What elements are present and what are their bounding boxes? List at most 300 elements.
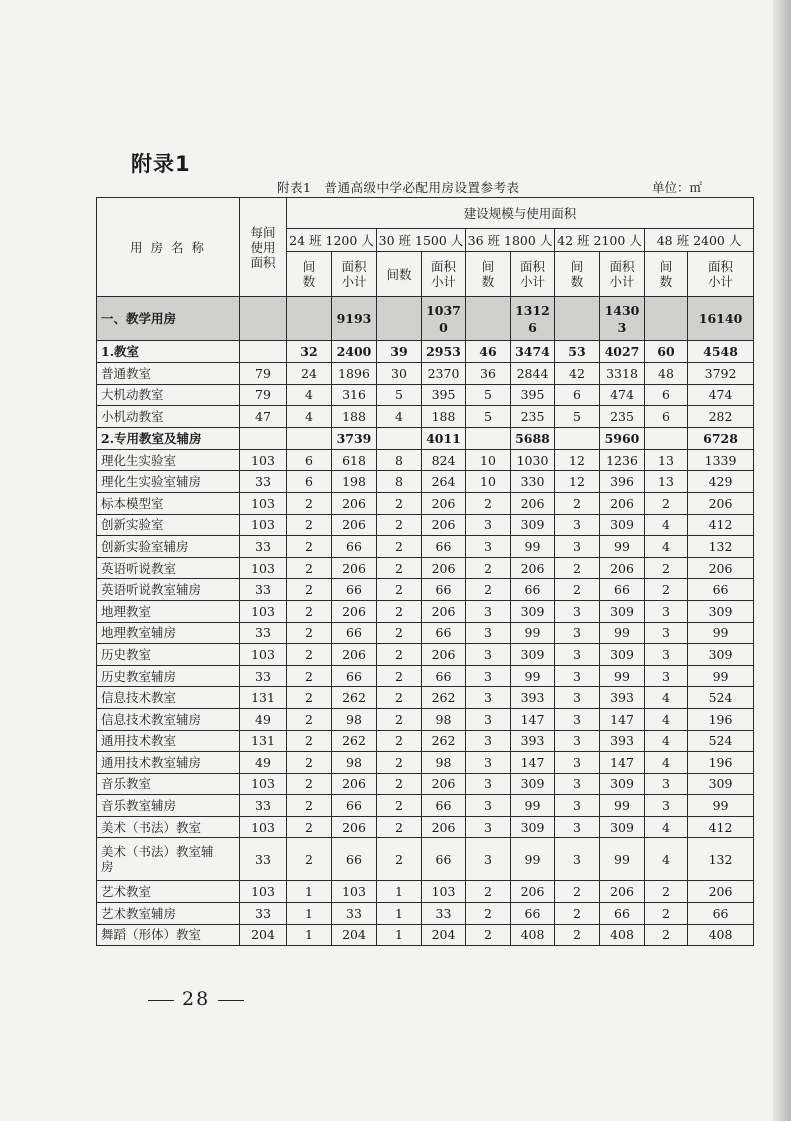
room-count-cell: 3 (555, 514, 600, 536)
room-name-cell: 舞蹈（形体）教室 (97, 924, 240, 946)
area-subtotal-cell: 262 (422, 687, 466, 709)
area-subtotal-cell: 395 (511, 384, 555, 406)
room-count-cell: 3 (645, 600, 688, 622)
header-group-1: 24 班 1200 人 (287, 229, 377, 252)
room-count-cell: 3 (555, 708, 600, 730)
room-count-cell: 3 (555, 730, 600, 752)
room-count-cell: 3 (555, 665, 600, 687)
room-count-cell (377, 427, 422, 449)
area-subtotal-cell: 147 (600, 752, 645, 774)
header-room-count: 间 数 (555, 252, 600, 297)
area-subtotal-cell: 147 (511, 752, 555, 774)
area-subtotal-cell: 99 (511, 536, 555, 558)
room-count-cell: 4 (645, 708, 688, 730)
area-subtotal-cell: 309 (600, 644, 645, 666)
area-subtotal-cell: 206 (688, 492, 754, 514)
room-name-cell: 1.教室 (97, 341, 240, 363)
room-count-cell: 3 (466, 838, 511, 881)
area-subtotal-cell: 5960 (600, 427, 645, 449)
area-subtotal-cell: 1236 (600, 449, 645, 471)
room-count-cell: 2 (377, 579, 422, 601)
header-room-name: 用 房 名 称 (97, 198, 240, 297)
room-count-cell: 24 (287, 363, 332, 385)
area-subtotal-cell: 206 (511, 557, 555, 579)
room-count-cell: 6 (555, 384, 600, 406)
area-subtotal-cell: 309 (511, 773, 555, 795)
room-count-cell: 2 (645, 492, 688, 514)
room-count-cell: 2 (377, 708, 422, 730)
room-count-cell: 2 (287, 536, 332, 558)
room-count-cell: 3 (466, 816, 511, 838)
header-group-5: 48 班 2400 人 (645, 229, 754, 252)
room-count-cell (645, 427, 688, 449)
room-count-cell: 2 (377, 600, 422, 622)
room-name-cell: 一、教学用房 (97, 297, 240, 341)
area-subtotal-cell: 412 (688, 514, 754, 536)
area-per-room-cell: 33 (240, 536, 287, 558)
table-row (97, 600, 754, 622)
area-subtotal-cell: 206 (511, 492, 555, 514)
area-subtotal-cell: 474 (600, 384, 645, 406)
room-count-cell: 10 (466, 449, 511, 471)
area-subtotal-cell: 206 (688, 557, 754, 579)
area-subtotal-cell: 99 (600, 838, 645, 881)
room-name-cell: 通用技术教室 (97, 730, 240, 752)
area-subtotal-cell: 99 (511, 795, 555, 817)
room-count-cell: 3 (645, 773, 688, 795)
area-subtotal-cell: 66 (332, 665, 377, 687)
room-count-cell: 2 (466, 492, 511, 514)
room-count-cell: 53 (555, 341, 600, 363)
area-per-room-cell: 33 (240, 903, 287, 925)
area-per-room-cell: 103 (240, 449, 287, 471)
room-count-cell (645, 297, 688, 341)
room-count-cell: 32 (287, 341, 332, 363)
area-subtotal-cell: 66 (422, 665, 466, 687)
room-count-cell: 10 (466, 471, 511, 493)
area-subtotal-cell: 196 (688, 708, 754, 730)
room-count-cell: 1 (287, 881, 332, 903)
area-per-room-cell: 131 (240, 730, 287, 752)
header-room-count: 间数 (377, 252, 422, 297)
area-subtotal-cell: 66 (688, 903, 754, 925)
area-subtotal-cell: 309 (688, 600, 754, 622)
area-subtotal-cell: 99 (688, 795, 754, 817)
room-count-cell: 36 (466, 363, 511, 385)
room-name-cell: 英语听说教室 (97, 557, 240, 579)
area-per-room-cell: 49 (240, 708, 287, 730)
area-subtotal-cell: 262 (332, 730, 377, 752)
area-per-room-cell: 131 (240, 687, 287, 709)
area-per-room-cell: 103 (240, 816, 287, 838)
area-per-room-cell (240, 341, 287, 363)
room-count-cell: 2 (287, 600, 332, 622)
area-per-room-cell: 103 (240, 644, 287, 666)
room-count-cell: 2 (645, 881, 688, 903)
area-per-room-cell: 33 (240, 579, 287, 601)
area-subtotal-cell: 33 (332, 903, 377, 925)
room-count-cell: 2 (287, 838, 332, 881)
room-count-cell: 3 (555, 644, 600, 666)
area-subtotal-cell: 16140 (688, 297, 754, 341)
area-subtotal-cell: 66 (688, 579, 754, 601)
room-name-cell: 美术（书法）教室 (97, 816, 240, 838)
room-count-cell: 4 (645, 536, 688, 558)
area-subtotal-cell: 99 (600, 665, 645, 687)
area-subtotal-cell: 309 (511, 816, 555, 838)
room-count-cell: 2 (287, 557, 332, 579)
room-name-cell: 历史教室辅房 (97, 665, 240, 687)
room-count-cell: 3 (466, 752, 511, 774)
area-subtotal-cell: 396 (600, 471, 645, 493)
area-subtotal-cell: 66 (600, 579, 645, 601)
area-subtotal-cell: 5688 (511, 427, 555, 449)
room-name-cell: 英语听说教室辅房 (97, 579, 240, 601)
area-subtotal-cell: 206 (422, 514, 466, 536)
room-count-cell: 2 (466, 924, 511, 946)
room-count-cell: 3 (555, 795, 600, 817)
room-count-cell: 39 (377, 341, 422, 363)
area-subtotal-cell: 393 (600, 687, 645, 709)
area-subtotal-cell: 1037 0 (422, 297, 466, 341)
area-per-room-cell: 103 (240, 881, 287, 903)
room-name-cell: 创新实验室 (97, 514, 240, 536)
room-name-cell: 2.专用教室及辅房 (97, 427, 240, 449)
area-subtotal-cell: 395 (422, 384, 466, 406)
table-row (97, 297, 754, 341)
room-name-cell: 普通教室 (97, 363, 240, 385)
area-subtotal-cell: 132 (688, 536, 754, 558)
area-per-room-cell: 49 (240, 752, 287, 774)
table-row (97, 536, 754, 558)
room-count-cell: 3 (466, 644, 511, 666)
header-room-count: 间 数 (645, 252, 688, 297)
area-subtotal-cell: 204 (332, 924, 377, 946)
table-row (97, 427, 754, 449)
room-count-cell: 8 (377, 471, 422, 493)
area-subtotal-cell: 309 (600, 816, 645, 838)
room-name-cell: 标本模型室 (97, 492, 240, 514)
room-count-cell: 2 (287, 816, 332, 838)
area-subtotal-cell: 206 (332, 557, 377, 579)
room-count-cell: 2 (287, 708, 332, 730)
room-count-cell (287, 427, 332, 449)
area-subtotal-cell: 393 (511, 687, 555, 709)
room-count-cell: 2 (287, 644, 332, 666)
area-subtotal-cell: 66 (422, 579, 466, 601)
area-subtotal-cell: 66 (511, 903, 555, 925)
room-count-cell: 3 (555, 816, 600, 838)
area-subtotal-cell: 4027 (600, 341, 645, 363)
area-subtotal-cell: 282 (688, 406, 754, 428)
room-name-cell: 地理教室 (97, 600, 240, 622)
table-row (97, 384, 754, 406)
table-row (97, 730, 754, 752)
area-subtotal-cell: 206 (332, 492, 377, 514)
area-subtotal-cell: 309 (511, 514, 555, 536)
room-count-cell: 2 (287, 492, 332, 514)
area-subtotal-cell: 824 (422, 449, 466, 471)
room-count-cell: 1 (287, 924, 332, 946)
room-name-cell: 理化生实验室辅房 (97, 471, 240, 493)
room-count-cell: 3 (555, 773, 600, 795)
room-count-cell: 2 (287, 514, 332, 536)
appendix-title: 附录1 (131, 152, 191, 176)
dash-right (218, 1000, 244, 1001)
room-name-cell: 艺术教室辅房 (97, 903, 240, 925)
room-count-cell: 2 (377, 752, 422, 774)
room-count-cell (466, 297, 511, 341)
room-count-cell: 3 (466, 773, 511, 795)
area-subtotal-cell: 98 (422, 752, 466, 774)
room-count-cell: 1 (377, 924, 422, 946)
area-subtotal-cell: 66 (332, 622, 377, 644)
room-count-cell: 3 (555, 622, 600, 644)
room-count-cell: 6 (287, 471, 332, 493)
room-name-cell: 美术（书法）教室辅 房 (97, 838, 240, 881)
header-group-2: 30 班 1500 人 (377, 229, 466, 252)
room-count-cell: 3 (466, 795, 511, 817)
area-subtotal-cell: 309 (600, 773, 645, 795)
table-row (97, 644, 754, 666)
area-subtotal-cell: 262 (332, 687, 377, 709)
header-group-3: 36 班 1800 人 (466, 229, 555, 252)
area-subtotal-cell: 132 (688, 838, 754, 881)
room-count-cell: 4 (287, 406, 332, 428)
page-edge-shadow (773, 0, 791, 1121)
area-subtotal-cell: 2400 (332, 341, 377, 363)
area-subtotal-cell: 206 (422, 773, 466, 795)
room-count-cell: 2 (555, 557, 600, 579)
room-count-cell: 3 (466, 622, 511, 644)
unit-label: 单位：㎡ (652, 180, 703, 195)
room-count-cell: 46 (466, 341, 511, 363)
room-count-cell: 3 (466, 536, 511, 558)
room-count-cell: 2 (377, 622, 422, 644)
area-subtotal-cell: 262 (422, 730, 466, 752)
area-subtotal-cell: 524 (688, 687, 754, 709)
room-count-cell: 2 (287, 687, 332, 709)
area-subtotal-cell: 66 (332, 838, 377, 881)
area-subtotal-cell: 1312 6 (511, 297, 555, 341)
room-count-cell: 2 (377, 557, 422, 579)
area-subtotal-cell: 6728 (688, 427, 754, 449)
room-count-cell: 1 (377, 903, 422, 925)
table-row (97, 449, 754, 471)
area-subtotal-cell: 204 (422, 924, 466, 946)
room-count-cell: 5 (466, 384, 511, 406)
room-count-cell: 2 (377, 773, 422, 795)
area-subtotal-cell: 198 (332, 471, 377, 493)
room-name-cell: 小机动教室 (97, 406, 240, 428)
room-count-cell: 5 (377, 384, 422, 406)
area-subtotal-cell: 99 (600, 622, 645, 644)
room-count-cell: 30 (377, 363, 422, 385)
area-subtotal-cell: 66 (422, 795, 466, 817)
room-count-cell: 1 (377, 881, 422, 903)
area-subtotal-cell: 330 (511, 471, 555, 493)
room-count-cell: 2 (466, 579, 511, 601)
area-per-room-cell: 33 (240, 795, 287, 817)
header-area-subtotal: 面积 小计 (600, 252, 645, 297)
area-subtotal-cell: 99 (688, 665, 754, 687)
area-subtotal-cell: 98 (332, 708, 377, 730)
area-subtotal-cell: 206 (332, 600, 377, 622)
area-subtotal-cell: 33 (422, 903, 466, 925)
room-count-cell: 6 (645, 406, 688, 428)
area-subtotal-cell: 103 (332, 881, 377, 903)
room-count-cell: 2 (466, 557, 511, 579)
area-per-room-cell: 79 (240, 384, 287, 406)
room-count-cell: 2 (287, 773, 332, 795)
area-per-room-cell: 79 (240, 363, 287, 385)
room-count-cell: 4 (377, 406, 422, 428)
room-count-cell: 2 (466, 903, 511, 925)
area-subtotal-cell: 66 (422, 536, 466, 558)
room-reference-table (96, 197, 754, 946)
area-subtotal-cell: 188 (422, 406, 466, 428)
area-subtotal-cell: 3318 (600, 363, 645, 385)
room-name-cell: 艺术教室 (97, 881, 240, 903)
area-subtotal-cell: 4548 (688, 341, 754, 363)
area-subtotal-cell: 99 (600, 536, 645, 558)
table-row (97, 557, 754, 579)
room-count-cell: 60 (645, 341, 688, 363)
room-count-cell: 2 (555, 924, 600, 946)
room-count-cell: 2 (377, 730, 422, 752)
area-subtotal-cell: 235 (511, 406, 555, 428)
room-count-cell: 2 (377, 687, 422, 709)
table-row (97, 795, 754, 817)
room-count-cell: 48 (645, 363, 688, 385)
room-count-cell: 13 (645, 449, 688, 471)
room-count-cell: 4 (645, 752, 688, 774)
area-subtotal-cell: 147 (511, 708, 555, 730)
area-per-room-cell: 204 (240, 924, 287, 946)
table-row (97, 341, 754, 363)
header-room-count: 间 数 (466, 252, 511, 297)
area-subtotal-cell: 408 (688, 924, 754, 946)
room-count-cell: 1 (287, 903, 332, 925)
room-count-cell: 2 (645, 924, 688, 946)
room-count-cell: 2 (377, 644, 422, 666)
room-count-cell: 42 (555, 363, 600, 385)
header-group-4: 42 班 2100 人 (555, 229, 645, 252)
table-row (97, 363, 754, 385)
area-subtotal-cell: 393 (511, 730, 555, 752)
header-area-subtotal: 面积 小计 (422, 252, 466, 297)
area-subtotal-cell: 1339 (688, 449, 754, 471)
area-subtotal-cell: 1430 3 (600, 297, 645, 341)
room-count-cell: 5 (466, 406, 511, 428)
area-per-room-cell: 47 (240, 406, 287, 428)
room-count-cell: 2 (645, 903, 688, 925)
room-count-cell: 2 (555, 492, 600, 514)
room-count-cell: 2 (555, 903, 600, 925)
area-subtotal-cell: 206 (600, 881, 645, 903)
room-count-cell: 3 (555, 600, 600, 622)
area-per-room-cell: 33 (240, 665, 287, 687)
room-count-cell: 2 (645, 579, 688, 601)
area-subtotal-cell: 66 (422, 622, 466, 644)
area-subtotal-cell: 66 (600, 903, 645, 925)
table-row (97, 514, 754, 536)
room-name-cell: 大机动教室 (97, 384, 240, 406)
area-subtotal-cell: 206 (600, 492, 645, 514)
area-subtotal-cell: 393 (600, 730, 645, 752)
room-count-cell: 4 (645, 816, 688, 838)
room-count-cell: 4 (645, 687, 688, 709)
area-subtotal-cell: 264 (422, 471, 466, 493)
area-per-room-cell (240, 427, 287, 449)
area-subtotal-cell: 206 (422, 492, 466, 514)
area-subtotal-cell: 309 (511, 644, 555, 666)
room-count-cell: 3 (555, 687, 600, 709)
area-per-room-cell: 103 (240, 600, 287, 622)
room-name-cell: 信息技术教室 (97, 687, 240, 709)
area-subtotal-cell: 235 (600, 406, 645, 428)
table-row (97, 752, 754, 774)
area-subtotal-cell: 474 (688, 384, 754, 406)
table-row (97, 816, 754, 838)
room-count-cell: 2 (287, 752, 332, 774)
room-count-cell: 12 (555, 471, 600, 493)
room-name-cell: 信息技术教室辅房 (97, 708, 240, 730)
room-count-cell: 3 (466, 730, 511, 752)
room-count-cell (287, 297, 332, 341)
area-subtotal-cell: 99 (600, 795, 645, 817)
area-subtotal-cell: 316 (332, 384, 377, 406)
area-subtotal-cell: 103 (422, 881, 466, 903)
room-count-cell: 2 (377, 536, 422, 558)
room-name-cell: 音乐教室辅房 (97, 795, 240, 817)
room-count-cell (555, 297, 600, 341)
area-subtotal-cell: 206 (422, 644, 466, 666)
area-subtotal-cell: 3792 (688, 363, 754, 385)
dash-left (148, 1000, 174, 1001)
room-count-cell (466, 427, 511, 449)
room-name-cell: 理化生实验室 (97, 449, 240, 471)
area-subtotal-cell: 206 (422, 600, 466, 622)
area-subtotal-cell: 412 (688, 816, 754, 838)
room-count-cell: 3 (466, 514, 511, 536)
room-count-cell: 2 (555, 579, 600, 601)
area-subtotal-cell: 429 (688, 471, 754, 493)
table-row (97, 492, 754, 514)
area-subtotal-cell: 66 (511, 579, 555, 601)
area-subtotal-cell: 206 (332, 514, 377, 536)
room-count-cell: 6 (645, 384, 688, 406)
room-count-cell: 4 (287, 384, 332, 406)
table-caption: 附表1 普通高级中学必配用房设置参考表 (277, 180, 520, 195)
room-count-cell: 12 (555, 449, 600, 471)
room-count-cell: 2 (377, 816, 422, 838)
room-name-cell: 地理教室辅房 (97, 622, 240, 644)
room-count-cell: 4 (645, 514, 688, 536)
header-area-per-room: 每间 使用 面积 (240, 198, 287, 297)
area-subtotal-cell: 309 (688, 773, 754, 795)
area-subtotal-cell: 206 (511, 881, 555, 903)
area-subtotal-cell: 99 (511, 838, 555, 881)
area-subtotal-cell: 99 (511, 665, 555, 687)
table-row (97, 881, 754, 903)
area-per-room-cell: 33 (240, 471, 287, 493)
room-name-cell: 历史教室 (97, 644, 240, 666)
room-count-cell: 2 (377, 665, 422, 687)
area-subtotal-cell: 3739 (332, 427, 377, 449)
area-subtotal-cell: 618 (332, 449, 377, 471)
room-count-cell: 3 (645, 665, 688, 687)
